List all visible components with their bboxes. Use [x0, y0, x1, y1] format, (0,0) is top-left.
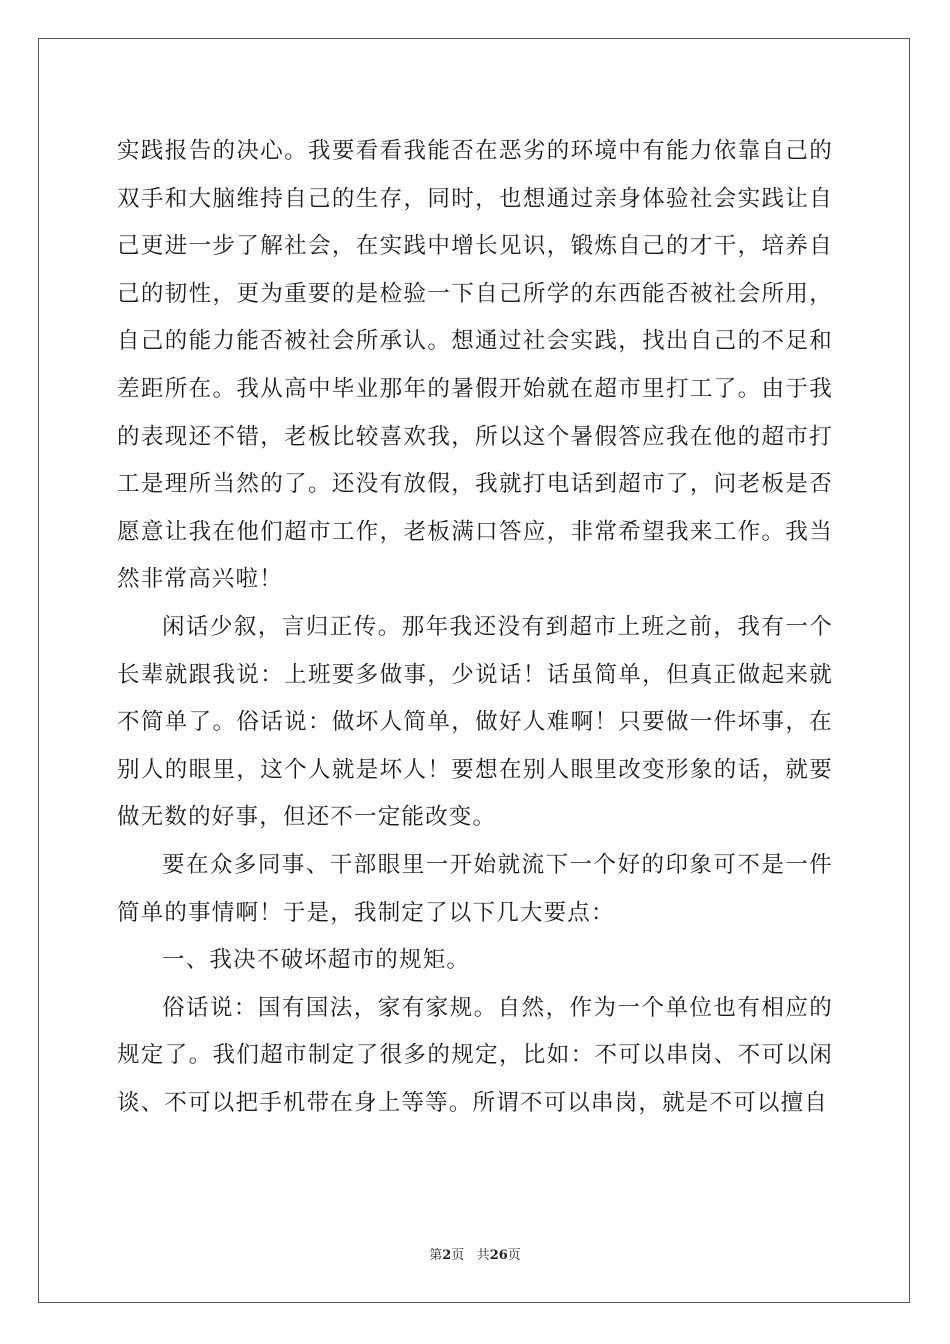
footer-total-pages: 26	[489, 1248, 508, 1263]
page-footer	[0, 1247, 950, 1265]
paragraph-3: 要在众多同事、干部眼里一开始就流下一个好的印象可不是一件简单的事情啊！于是，我制定了以下几大要点：	[117, 851, 833, 926]
paragraph-1: 实践报告的决心。我要看看我能否在恶劣的环境中有能力依靠自己的双手和大脑维持自己的生存，同时，也想通过亲身体验社会实践让自己更进一步了解社会，在实践中增长见识，锻炼自己的才干，培养自己的韧性，更为重要的是检验一下自己所学的东西能否被社会所用，自己的能力能否被社会所承认。想通过社会实践，找出自己的不足和差距所在。我从高中毕业那年的暑假开始就在超市里打工了。由于我的表现还不错，老板比较喜欢我，所以这个暑假答应我在他的超市打工是理所当然的了。还没有放假，我就打电话到超市了，问老板是否愿意让我在他们超市工作，老板满口答应，非常希望我来工作。我当然非常高兴啦！	[117, 138, 833, 593]
footer-page-prefix: 第	[429, 1248, 443, 1263]
footer-page-number: 2	[442, 1248, 452, 1263]
paragraph-4: 一、我决不破坏超市的规矩。	[162, 947, 471, 974]
footer-total-suffix: 页	[507, 1248, 521, 1263]
footer-total-prefix: 共	[476, 1248, 490, 1263]
paragraph-2: 闲话少叙，言归正传。那年我还没有到超市上班之前，我有一个长辈就跟我说：上班要多做事，少说话！话虽简单，但真正做起来就不简单了。俗话说：做坏人简单，做好人难啊！只要做一件坏事，在别人的眼里，这个人就是坏人！要想在别人眼里改变形象的话，就要做无数的好事，但还不一定能改变。	[117, 613, 833, 831]
document-body	[117, 128, 833, 1127]
paragraph-5: 俗话说：国有国法，家有家规。自然，作为一个单位也有相应的规定了。我们超市制定了很多的规定，比如：不可以串岗、不可以闲谈、不可以把手机带在身上等等。所谓不可以串岗，就是不可以擅自	[117, 994, 833, 1116]
footer-page-suffix: 页	[451, 1248, 465, 1263]
